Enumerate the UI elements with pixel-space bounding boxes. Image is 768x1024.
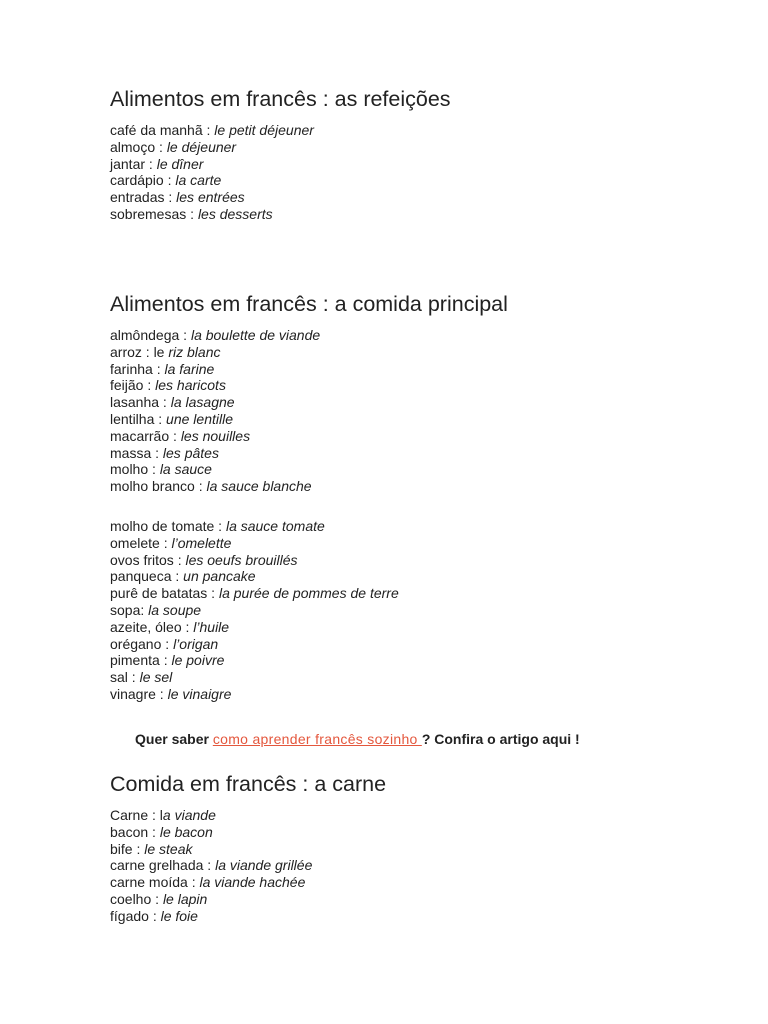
portuguese-term: bacon :	[110, 823, 160, 840]
french-translation: les pâtes	[162, 444, 219, 461]
french-translation: le dîner	[156, 155, 204, 172]
portuguese-term: café da manhã :	[110, 122, 215, 138]
vocab-entry	[110, 361, 508, 378]
french-translation: le foie	[160, 907, 198, 924]
vocab-entry	[110, 857, 386, 874]
section-title: Alimentos em francês : as refeições	[110, 87, 451, 111]
portuguese-term: purê de batatas :	[110, 585, 219, 602]
vocab-entry	[110, 445, 508, 462]
vocab-entry	[110, 619, 508, 636]
vocab-list	[110, 327, 508, 495]
portuguese-term: massa :	[110, 444, 163, 461]
french-translation: les nouilles	[180, 427, 251, 444]
vocab-entry	[110, 122, 451, 139]
portuguese-term: farinha :	[110, 360, 165, 377]
french-translation: le vinaigre	[167, 685, 232, 702]
portuguese-term: molho de tomate :	[110, 517, 226, 534]
vocab-entry	[110, 669, 508, 686]
vocab-entry	[110, 908, 386, 925]
french-translation: l’huile	[193, 618, 230, 635]
vocab-list	[110, 518, 508, 703]
vocab-entry	[110, 344, 508, 361]
vocab-entry	[110, 552, 508, 569]
portuguese-term: azeite, óleo :	[110, 618, 194, 635]
vocab-entry	[110, 891, 386, 908]
french-translation: la soupe	[148, 601, 202, 618]
french-translation: riz blanc	[168, 343, 221, 360]
vocab-entry	[110, 478, 508, 495]
section-title: Alimentos em francês : a comida principal	[110, 292, 508, 316]
article-callout	[135, 731, 580, 747]
vocab-entry	[110, 461, 508, 478]
vocab-list	[110, 122, 451, 223]
callout-prefix: Quer saber	[135, 731, 213, 747]
vocab-entry	[110, 411, 508, 428]
vocab-entry	[110, 156, 451, 173]
french-translation: le lapin	[162, 890, 208, 907]
french-translation: les entrées	[176, 189, 245, 206]
portuguese-term: orégano :	[110, 635, 174, 652]
portuguese-term: sal :	[110, 669, 140, 686]
vocab-entry	[110, 535, 508, 552]
vocab-entry	[110, 652, 508, 669]
portuguese-term: Carne : l	[110, 807, 163, 823]
vocab-entry	[110, 602, 508, 619]
portuguese-term: panqueca :	[110, 568, 184, 585]
paragraph-gap	[110, 495, 508, 518]
portuguese-term: feijão :	[110, 377, 156, 394]
portuguese-term: almôndega :	[110, 327, 191, 343]
portuguese-term: omelete :	[110, 534, 172, 551]
portuguese-term: sopa:	[110, 601, 149, 618]
vocab-entry	[110, 807, 386, 824]
vocab-entry	[110, 568, 508, 585]
french-translation: les oeufs brouillés	[185, 551, 298, 568]
portuguese-term: ovos fritos :	[110, 551, 186, 568]
portuguese-term: entradas :	[110, 189, 177, 206]
french-translation: le steak	[144, 840, 193, 857]
french-translation: l’omelette	[171, 534, 232, 551]
french-translation: la sauce tomate	[225, 517, 325, 534]
portuguese-term: molho :	[110, 461, 160, 478]
vocab-entry	[110, 394, 508, 411]
vocab-entry	[110, 636, 508, 653]
article-link[interactable]: como aprender francês sozinho	[212, 731, 422, 747]
vocab-entry	[110, 189, 451, 206]
french-translation: le sel	[139, 669, 173, 686]
portuguese-term: bife :	[110, 840, 145, 857]
french-translation: les desserts	[197, 205, 273, 222]
portuguese-term: coelho :	[110, 890, 163, 907]
vocab-entry	[110, 172, 451, 189]
section-main-food	[110, 291, 508, 703]
french-translation: l’origan	[173, 635, 219, 652]
portuguese-term: cardápio :	[110, 172, 176, 189]
french-translation: un pancake	[183, 568, 256, 585]
section-meat	[110, 771, 386, 925]
portuguese-term: molho branco :	[110, 478, 207, 495]
vocab-entry	[110, 874, 386, 891]
portuguese-term: carne grelhada :	[110, 857, 216, 874]
french-translation: une lentille	[166, 410, 233, 427]
french-translation: la lasagne	[170, 394, 235, 411]
french-translation: les haricots	[155, 377, 226, 394]
vocab-entry	[110, 428, 508, 445]
vocab-entry	[110, 327, 508, 344]
french-translation: la farine	[164, 360, 215, 377]
french-translation: la viande grillée	[215, 857, 313, 874]
portuguese-term: carne moída :	[110, 874, 200, 891]
french-translation: la carte	[175, 172, 222, 189]
vocab-entry	[110, 518, 508, 535]
french-translation: la sauce blanche	[206, 478, 312, 495]
portuguese-term: almoço :	[110, 138, 167, 155]
portuguese-term: jantar :	[110, 155, 157, 172]
vocab-entry	[110, 824, 386, 841]
french-translation: le bacon	[159, 823, 213, 840]
french-translation: la sauce	[159, 461, 212, 478]
portuguese-term: vinagre :	[110, 685, 168, 702]
section-meals	[110, 86, 451, 223]
french-translation: la boulette de viande	[190, 327, 321, 343]
portuguese-term: fígado :	[110, 907, 161, 924]
french-translation: a viande	[162, 807, 216, 823]
vocab-entry	[110, 206, 451, 223]
callout-suffix: ? Confira o artigo aqui !	[421, 731, 580, 747]
portuguese-term: sobremesas :	[110, 205, 198, 222]
portuguese-term: lasanha :	[110, 394, 171, 411]
french-translation: la purée de pommes de terre	[218, 585, 399, 602]
vocab-list	[110, 807, 386, 925]
vocab-entry	[110, 377, 508, 394]
portuguese-term: pimenta :	[110, 652, 172, 669]
portuguese-term: arroz : le	[110, 343, 169, 360]
portuguese-term: macarrão :	[110, 427, 181, 444]
section-title: Comida em francês : a carne	[110, 772, 387, 796]
vocab-entry	[110, 585, 508, 602]
vocab-entry	[110, 686, 508, 703]
vocab-entry	[110, 841, 386, 858]
vocab-entry	[110, 139, 451, 156]
french-translation: le petit déjeuner	[214, 122, 314, 138]
french-translation: la viande hachée	[199, 874, 306, 891]
french-translation: le déjeuner	[166, 138, 237, 155]
portuguese-term: lentilha :	[110, 410, 167, 427]
french-translation: le poivre	[171, 652, 225, 669]
